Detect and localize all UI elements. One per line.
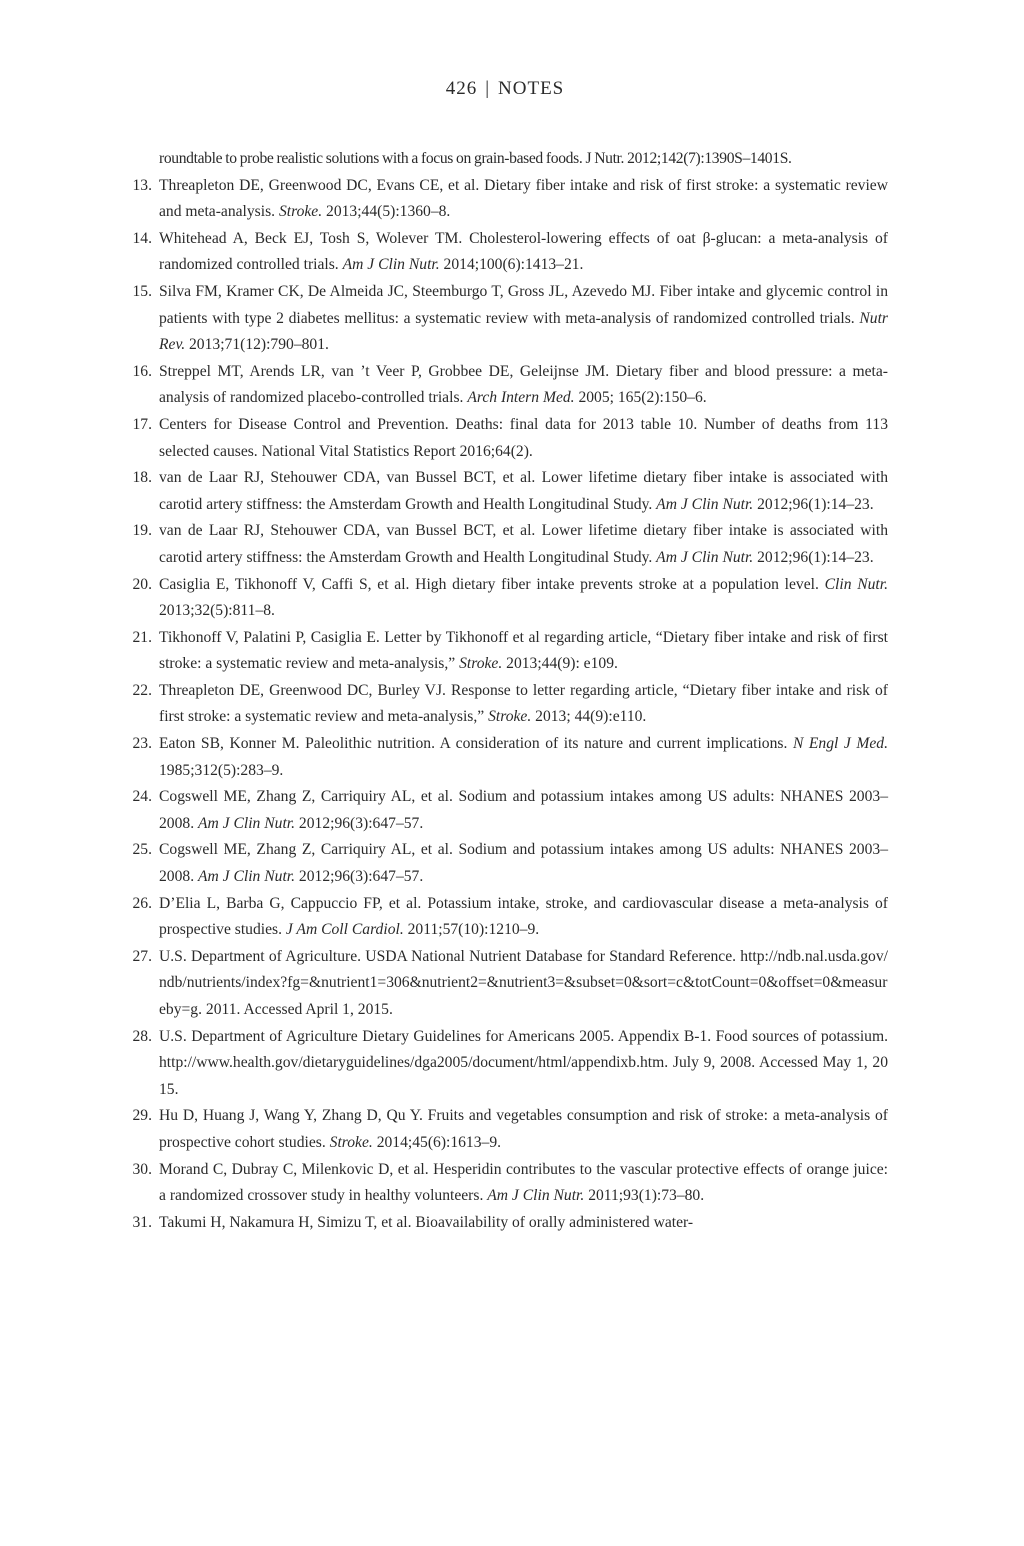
note-citation: 2011;57(10):1210–9.: [403, 921, 540, 939]
note-citation: 2012;96(3):647–57.: [295, 868, 424, 886]
note-number: 25.: [132, 841, 152, 859]
note-text: Cogswell ME, Zhang Z, Carriquiry AL, et al. Sodium and potassium intakes among US adults: NHANES 2003–2008.: [159, 841, 888, 886]
note-number: 15.: [132, 282, 152, 300]
note-number: 28.: [132, 1027, 152, 1045]
note-text: Whitehead A, Beck EJ, Tosh S, Wolever TM. Cholesterol-lowering effects of oat β-glucan: a meta-analysis of randomized controlled trials.: [159, 229, 888, 274]
note-entry: [122, 944, 888, 1024]
note-entry: [122, 1024, 888, 1104]
note-text: Streppel MT, Arends LR, van ’t Veer P, Grobbee DE, Geleijnse JM. Dietary fiber and blood pressure: a meta-analysis of randomized placebo-controlled trials.: [159, 362, 888, 407]
note-text: Centers for Disease Control and Prevention. Deaths: final data for 2013 table 10. Number of deaths from 113 selected causes. National Vital Statistics Report 2016;64(2).: [159, 415, 888, 460]
running-header: [0, 78, 1010, 100]
note-citation: 2013;44(9): e109.: [502, 655, 618, 673]
section-title: NOTES: [498, 78, 565, 99]
note-citation: 2012;96(1):14–23.: [753, 548, 874, 566]
note-text: Silva FM, Kramer CK, De Almeida JC, Steemburgo T, Gross JL, Azevedo MJ. Fiber intake and glycemic control in patients with type 2 diabetes mellitus: a systematic review with meta-analysis of randomized controlled trials.: [159, 282, 888, 327]
note-number: 27.: [132, 947, 152, 965]
page-number: 426: [445, 78, 478, 99]
note-citation: 2013; 44(9):e110.: [531, 708, 647, 726]
journal-title: Am J Clin Nutr.: [656, 495, 754, 513]
journal-title: Clin Nutr.: [824, 575, 888, 593]
journal-title: Stroke.: [488, 708, 532, 726]
note-entry: [122, 465, 888, 518]
note-entry: [122, 359, 888, 412]
note-text: Threapleton DE, Greenwood DC, Burley VJ. Response to letter regarding article, “Dietary fiber intake and risk of first stroke: a systematic review and meta-analysis,”: [159, 681, 888, 726]
note-number: 18.: [132, 469, 152, 487]
note-number: 14.: [132, 229, 152, 247]
note-text: van de Laar RJ, Stehouwer CDA, van Bussel BCT, et al. Lower lifetime dietary fiber intake is associated with carotid artery stiffness: the Amsterdam Growth and Health Longitudinal Study.: [159, 469, 888, 513]
notes-list: [122, 146, 888, 1236]
note-text: Eaton SB, Konner M. Paleolithic nutrition. A consideration of its nature and current implications.: [159, 735, 793, 753]
note-number: 26.: [132, 894, 152, 912]
note-citation: 2013;71(12):790–801.: [185, 336, 329, 354]
note-citation: 2014;100(6):1413–21.: [439, 256, 584, 274]
note-number: 23.: [132, 735, 152, 753]
note-number: 16.: [132, 362, 152, 380]
note-citation: 2014;45(6):1613–9.: [372, 1133, 502, 1151]
note-continuation: [122, 146, 888, 173]
journal-title: J Am Coll Cardiol.: [285, 921, 404, 939]
journal-title: Am J Clin Nutr.: [342, 256, 440, 274]
journal-title: Stroke.: [459, 655, 503, 673]
note-number: 30.: [132, 1160, 152, 1178]
note-citation: 2012;142(7):1390S–1401S.: [624, 150, 792, 167]
note-text: U.S. Department of Agriculture Dietary Guidelines for Americans 2005. Appendix B-1. Food sources of potassium. http://www.health.gov/dietaryguidelines/dga2005/document/html/appendixb.htm. July 9, 2008. Accessed May 1, 2015.: [159, 1027, 888, 1098]
note-entry: [122, 173, 888, 226]
journal-title: Nutr Rev.: [159, 309, 888, 354]
note-text: D’Elia L, Barba G, Cappuccio FP, et al. Potassium intake, stroke, and cardiovascular disease a meta-analysis of prospective studies.: [159, 894, 888, 939]
note-number: 20.: [132, 575, 152, 593]
journal-title: Stroke.: [278, 203, 323, 221]
note-text: Cogswell ME, Zhang Z, Carriquiry AL, et al. Sodium and potassium intakes among US adults: NHANES 2003–2008.: [159, 788, 888, 832]
note-entry: [122, 412, 888, 465]
note-text: Takumi H, Nakamura H, Simizu T, et al. Bioavailability of orally administered water-: [159, 1213, 694, 1231]
note-text: van de Laar RJ, Stehouwer CDA, van Bussel BCT, et al. Lower lifetime dietary fiber intake is associated with carotid artery stiffness: the Amsterdam Growth and Health Longitudinal Study.: [159, 522, 888, 566]
journal-title: Am J Clin Nutr.: [197, 868, 296, 886]
header-separator: |: [485, 78, 491, 99]
journal-title: Stroke.: [329, 1133, 373, 1151]
note-entry: [122, 1157, 888, 1210]
journal-title: Am J Clin Nutr.: [487, 1187, 585, 1205]
note-text: Hu D, Huang J, Wang Y, Zhang D, Qu Y. Fruits and vegetables consumption and risk of stroke: a meta-analysis of prospective cohort studies.: [159, 1107, 888, 1151]
note-text: Threapleton DE, Greenwood DC, Evans CE, et al. Dietary fiber intake and risk of first stroke: a systematic review and meta-analysis.: [159, 176, 888, 221]
note-citation: 1985;312(5):283–9.: [159, 761, 284, 779]
journal-title: Am J Clin Nutr.: [197, 814, 296, 832]
note-entry: [122, 625, 888, 678]
note-entry: [122, 1210, 888, 1237]
note-citation: 2012;96(3):647–57.: [295, 814, 424, 832]
note-entry: [122, 678, 888, 731]
journal-title: J Nutr.: [585, 150, 625, 167]
note-text: roundtable to probe realistic solutions with a focus on grain-based foods.: [159, 150, 586, 167]
journal-title: Am J Clin Nutr.: [656, 548, 754, 566]
note-citation: 2011;93(1):73–80.: [584, 1187, 705, 1205]
note-text: Morand C, Dubray C, Milenkovic D, et al. Hesperidin contributes to the vascular protective effects of orange juice: a randomized crossover study in healthy volunteers.: [159, 1160, 888, 1205]
note-entry: [122, 837, 888, 890]
note-entry: [122, 784, 888, 837]
note-citation: 2013;44(5):1360–8.: [322, 203, 451, 221]
note-citation: 2012;96(1):14–23.: [753, 495, 874, 513]
note-entry: [122, 279, 888, 359]
note-entry: [122, 572, 888, 625]
note-text: Tikhonoff V, Palatini P, Casiglia E. Letter by Tikhonoff et al regarding article, “Dietary fiber intake and risk of first stroke: a systematic review and meta-analysis,”: [159, 628, 888, 673]
note-number: 17.: [132, 415, 152, 433]
note-number: 31.: [132, 1213, 152, 1231]
note-entry: [122, 518, 888, 571]
note-citation: 2013;32(5):811–8.: [159, 602, 275, 620]
note-citation: 2005; 165(2):150–6.: [574, 389, 707, 407]
note-entry: [122, 731, 888, 784]
note-text: U.S. Department of Agriculture. USDA National Nutrient Database for Standard Reference. http://ndb.nal.usda.gov/ndb/nutrients/index?fg=&nutrient1=306&nutrient2=&nutrient3=&subset=0&sort=c&totCount=0&offset=0&measureby=g. 2011. Accessed April 1, 2015.: [159, 947, 888, 1018]
note-entry: [122, 226, 888, 279]
journal-title: Arch Intern Med.: [467, 389, 575, 407]
note-number: 24.: [132, 788, 152, 806]
note-number: 19.: [132, 522, 152, 540]
note-entry: [122, 1103, 888, 1156]
note-number: 13.: [132, 176, 152, 194]
note-number: 21.: [132, 628, 152, 646]
note-text: Casiglia E, Tikhonoff V, Caffi S, et al. High dietary fiber intake prevents stroke at a population level.: [159, 575, 825, 593]
note-number: 22.: [132, 681, 152, 699]
note-entry: [122, 891, 888, 944]
note-number: 29.: [132, 1107, 152, 1125]
journal-title: N Engl J Med.: [792, 735, 889, 753]
